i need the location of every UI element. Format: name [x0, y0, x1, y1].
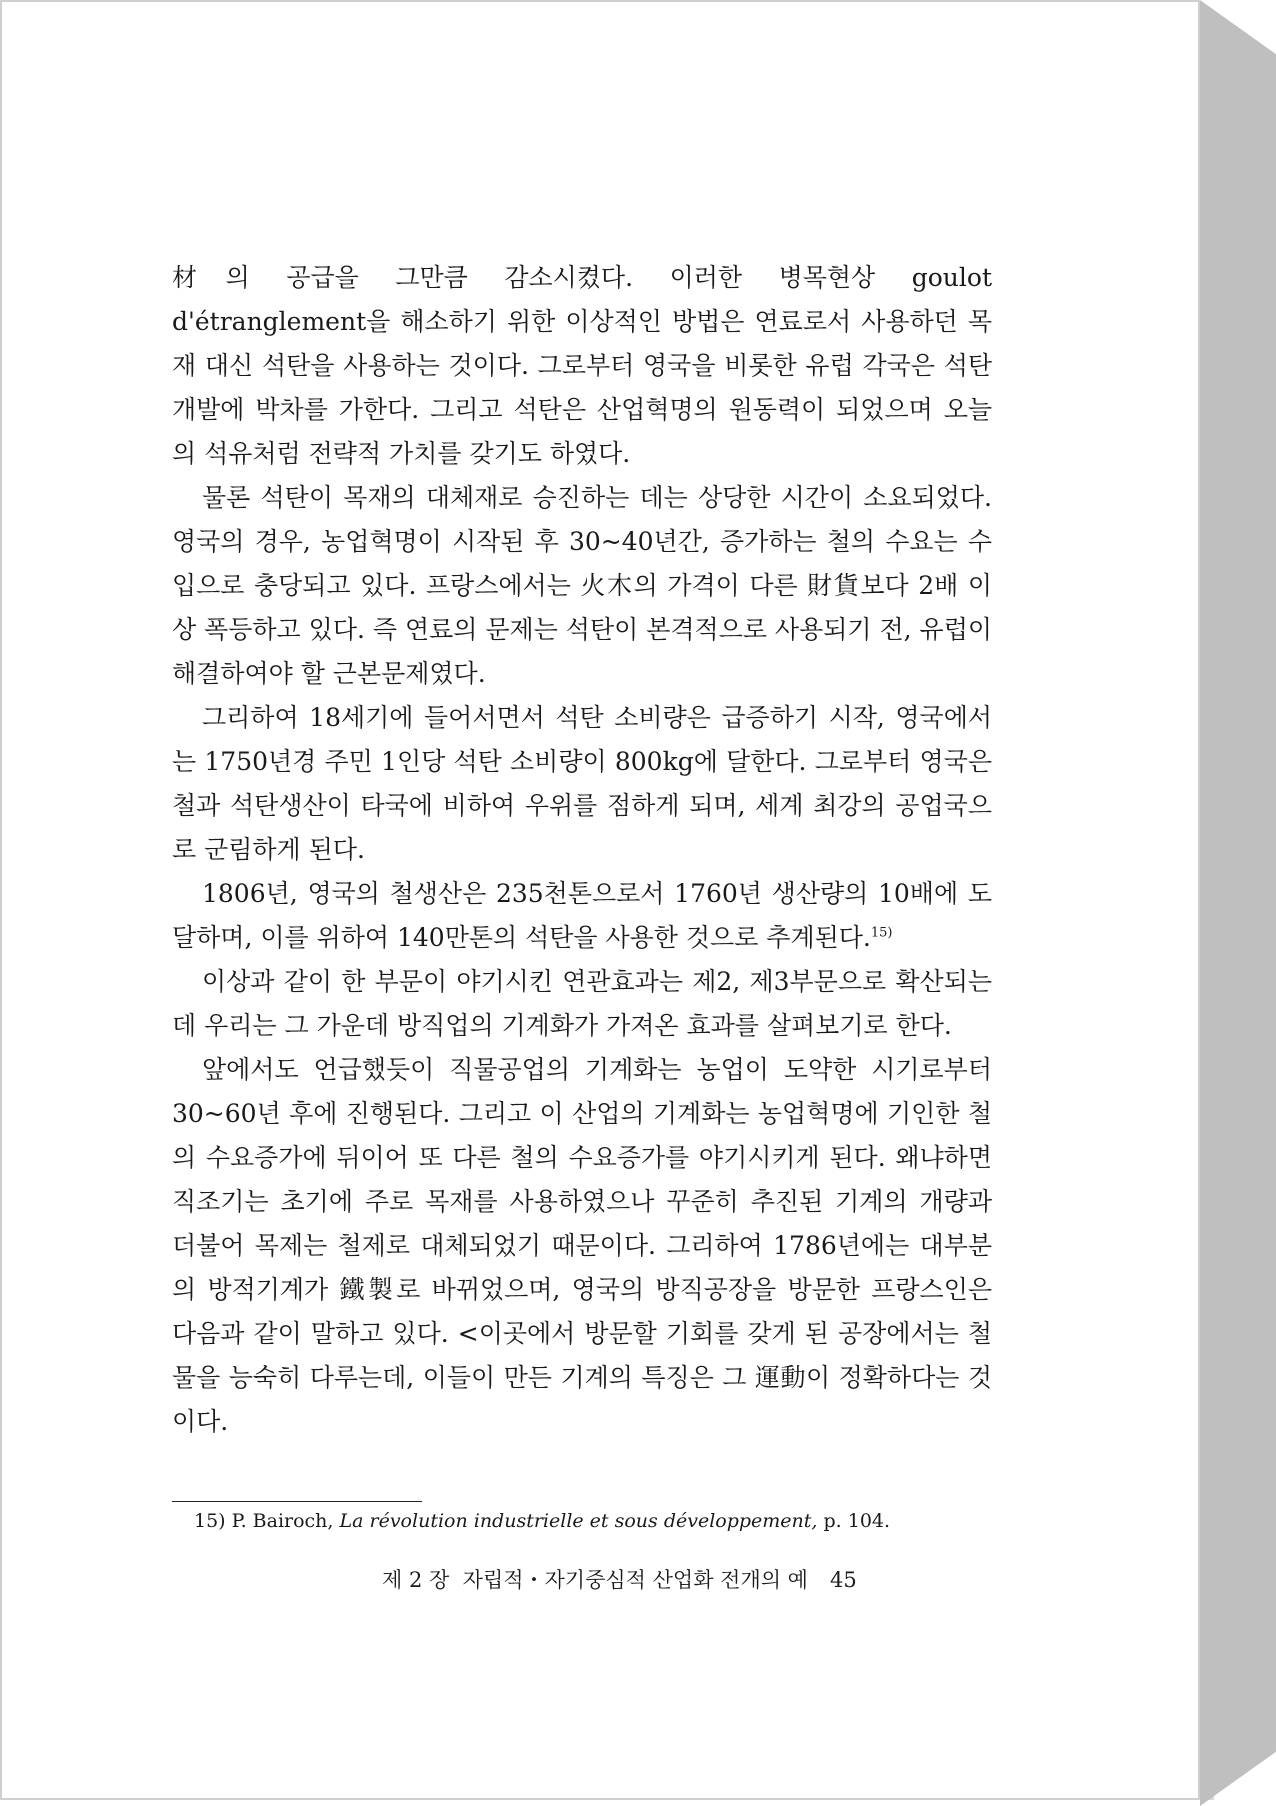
paragraph: 물론 석탄이 목재의 대체재로 승진하는 데는 상당한 시간이 소요되었다. 영국의 경우, 농업혁명이 시작된 후 30~40년간, 증가하는 철의 수요는 수입으로 충당되고 있다. 프랑스에서는 火木의 가격이 다른 財貨보다 2배 이상 폭등하고 있다. 즉 연료의 문제는 석탄이 본격적으로 사용되기 전, 유럽이 해결하여야 할 근본문제였다.: [172, 483, 992, 688]
section-title: 자립적・자기중심적 산업화 전개의 예: [462, 1568, 808, 1592]
chapter-label: 제 2 장: [382, 1568, 450, 1592]
paragraph: [172, 872, 992, 960]
body-text: [172, 256, 992, 1444]
paragraph: 이상과 같이 한 부문이 야기시킨 연관효과는 제2, 제3부문으로 확산되는데 우리는 그 가운데 방직업의 기계화가 가져온 효과를 살펴보기로 한다.: [172, 967, 992, 1040]
paragraph: 材의 공급을 그만큼 감소시켰다. 이러한 병목현상 goulot d'étranglement을 해소하기 위한 이상적인 방법은 연료로서 사용하던 목재 대신 석탄을 사용하는 것이다. 그로부터 영국을 비롯한 유럽 각국은 석탄개발에 박차를 가한다. 그리고 석탄은 산업혁명의 원동력이 되었으며 오늘의 석유처럼 전략적 가치를 갖기도 하였다.: [172, 263, 992, 468]
footnote: [194, 1510, 1014, 1532]
footnote-author: P. Bairoch,: [231, 1510, 334, 1532]
footnote-reference: 15): [870, 925, 893, 941]
page-number: 45: [829, 1568, 857, 1592]
footnote-number: 15): [194, 1510, 226, 1532]
footnote-title: La révolution industrielle et sous développement,: [339, 1510, 818, 1532]
page-edge: [1200, 0, 1276, 1806]
footnote-divider: [172, 1501, 422, 1502]
paragraph-text: 1806년, 영국의 철생산은 235천톤으로서 1760년 생산량의 10배에 도달하며, 이를 위하여 140만톤의 석탄을 사용한 것으로 추계된다.: [172, 879, 992, 952]
footnote-page: p. 104.: [823, 1510, 891, 1532]
paragraph: 앞에서도 언급했듯이 직물공업의 기계화는 농업이 도약한 시기로부터 30~60년 후에 진행된다. 그리고 이 산업의 기계화는 농업혁명에 기인한 철의 수요증가에 뒤이어 또 다른 철의 수요증가를 야기시키게 된다. 왜냐하면 직조기는 초기에 주로 목재를 사용하였으나 꾸준히 추진된 기계의 개량과 더불어 목제는 철제로 대체되었기 때문이다. 그리하여 1786년에는 대부분의 방적기계가 鐵製로 바뀌었으며, 영국의 방직공장을 방문한 프랑스인은 다음과 같이 말하고 있다. <이곳에서 방문할 기회를 갖게 된 공장에서는 철물을 능숙히 다루는데, 이들이 만든 기계의 특징은 그 運動이 정확하다는 것이다.: [172, 1055, 992, 1436]
paragraph: 그리하여 18세기에 들어서면서 석탄 소비량은 급증하기 시작, 영국에서는 1750년경 주민 1인당 석탄 소비량이 800kg에 달한다. 그로부터 영국은 철과 석탄생산이 타국에 비하여 우위를 점하게 되며, 세계 최강의 공업국으로 군림하게 된다.: [172, 703, 992, 864]
running-footer: [382, 1564, 992, 1594]
